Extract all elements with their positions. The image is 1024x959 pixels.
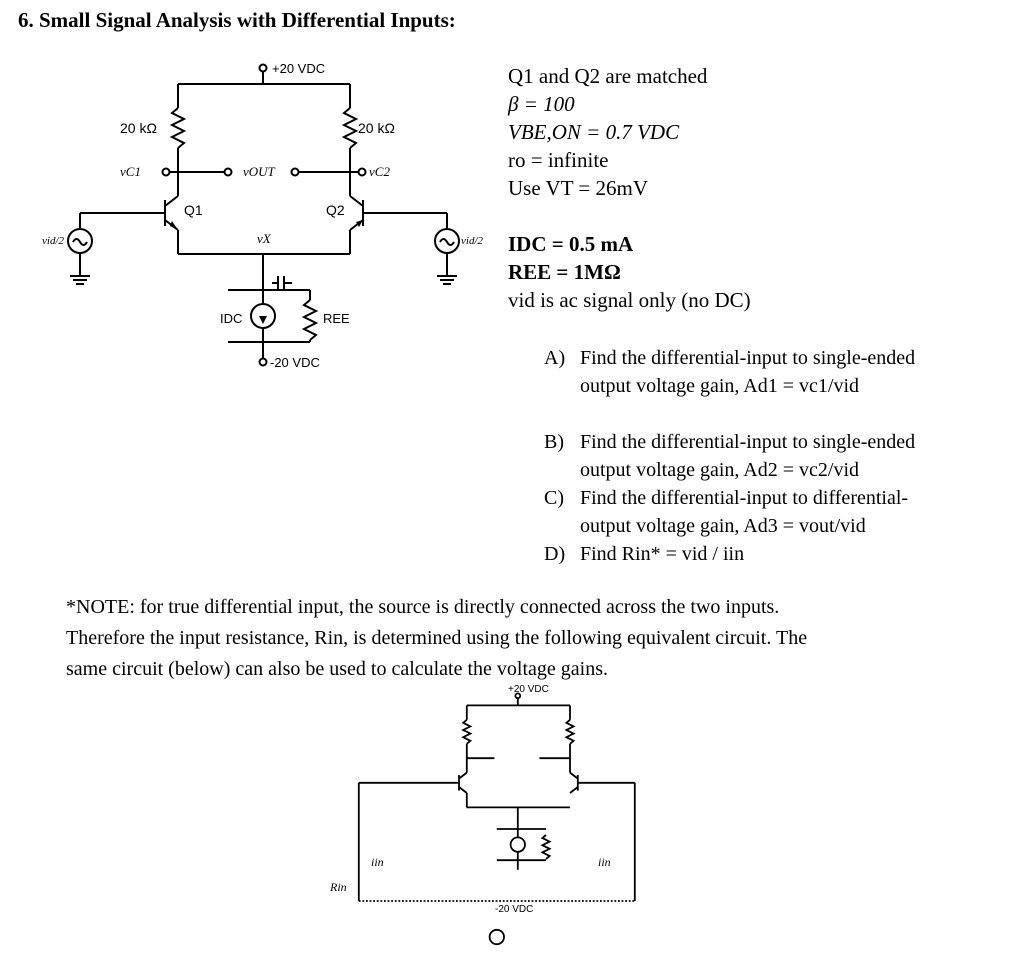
question-b-line2: output voltage gain, Ad2 = vc2/vid (580, 459, 860, 481)
rc2-label: 20 kΩ (358, 120, 395, 136)
q1-label: Q1 (184, 202, 203, 218)
vid-half-left-label: vid/2 (42, 235, 64, 247)
question-b-label: B) (544, 431, 564, 453)
question-c-label: C) (544, 487, 564, 509)
rc1-label: 20 kΩ (120, 120, 157, 136)
note-line-1: *NOTE: for true differential input, the source is directly connected across the two inputs. (66, 596, 780, 618)
question-d-label: D) (544, 543, 566, 565)
spec-vt: Use VT = 26mV (508, 176, 648, 200)
idc-arrow-icon (259, 316, 267, 324)
iin-left-label: iin (371, 855, 384, 869)
vc2-label: vC2 (369, 164, 390, 179)
vout-label: vOUT (243, 164, 275, 179)
vc1-label: vC1 (120, 164, 141, 179)
note-block (66, 592, 966, 685)
note-line-3: same circuit (below) can also be used to calculate the voltage gains. (66, 658, 609, 680)
question-a-label: A) (544, 347, 566, 369)
spec-vbe: VBE,ON = 0.7 VDC (508, 120, 680, 144)
spec-ree: REE = 1MΩ (508, 260, 621, 284)
spec-beta: β = 100 (508, 92, 575, 116)
vee-label: -20 VDC (270, 355, 320, 370)
iin-right-label: iin (598, 855, 611, 869)
question-a (544, 344, 1014, 400)
spec-vid: vid is ac signal only (no DC) (508, 288, 751, 312)
q2-emitter-arrow (356, 220, 363, 227)
vcc-label: +20 VDC (272, 61, 326, 76)
question-b (544, 428, 1014, 484)
spec-idc: IDC = 0.5 mA (508, 232, 634, 256)
question-d (544, 540, 1014, 568)
q1-emitter-arrow (170, 221, 178, 230)
question-c (544, 484, 1014, 540)
bottom-vcc-label: +20 VDC (508, 684, 549, 695)
idc-label: IDC (220, 311, 243, 326)
question-d-line1: Find Rin* = vid / iin (580, 543, 745, 565)
vx-label: vX (257, 231, 271, 246)
question-a-line1: Find the differential-input to single-ended (580, 347, 916, 369)
note-line-2: Therefore the input resistance, Rin, is determined using the following equivalent circuit. The (66, 627, 808, 649)
ree-label: REE (323, 311, 350, 326)
problem-title: 6. Small Signal Analysis with Differential Inputs: (18, 8, 456, 32)
bottom-vee-label: -20 VDC (495, 904, 534, 915)
q2-label: Q2 (326, 202, 345, 218)
vid-half-right-label: vid/2 (461, 235, 483, 247)
question-a-line2: output voltage gain, Ad1 = vc1/vid (580, 375, 860, 397)
rin-label: Rin (330, 880, 347, 894)
spec-matched: Q1 and Q2 are matched (508, 64, 708, 88)
question-c-line2: output voltage gain, Ad3 = vout/vid (580, 515, 866, 537)
spec-ro: ro = infinite (508, 148, 609, 172)
question-c-line1: Find the differential-input to differential- (580, 487, 909, 509)
question-b-line1: Find the differential-input to single-ended (580, 431, 916, 453)
